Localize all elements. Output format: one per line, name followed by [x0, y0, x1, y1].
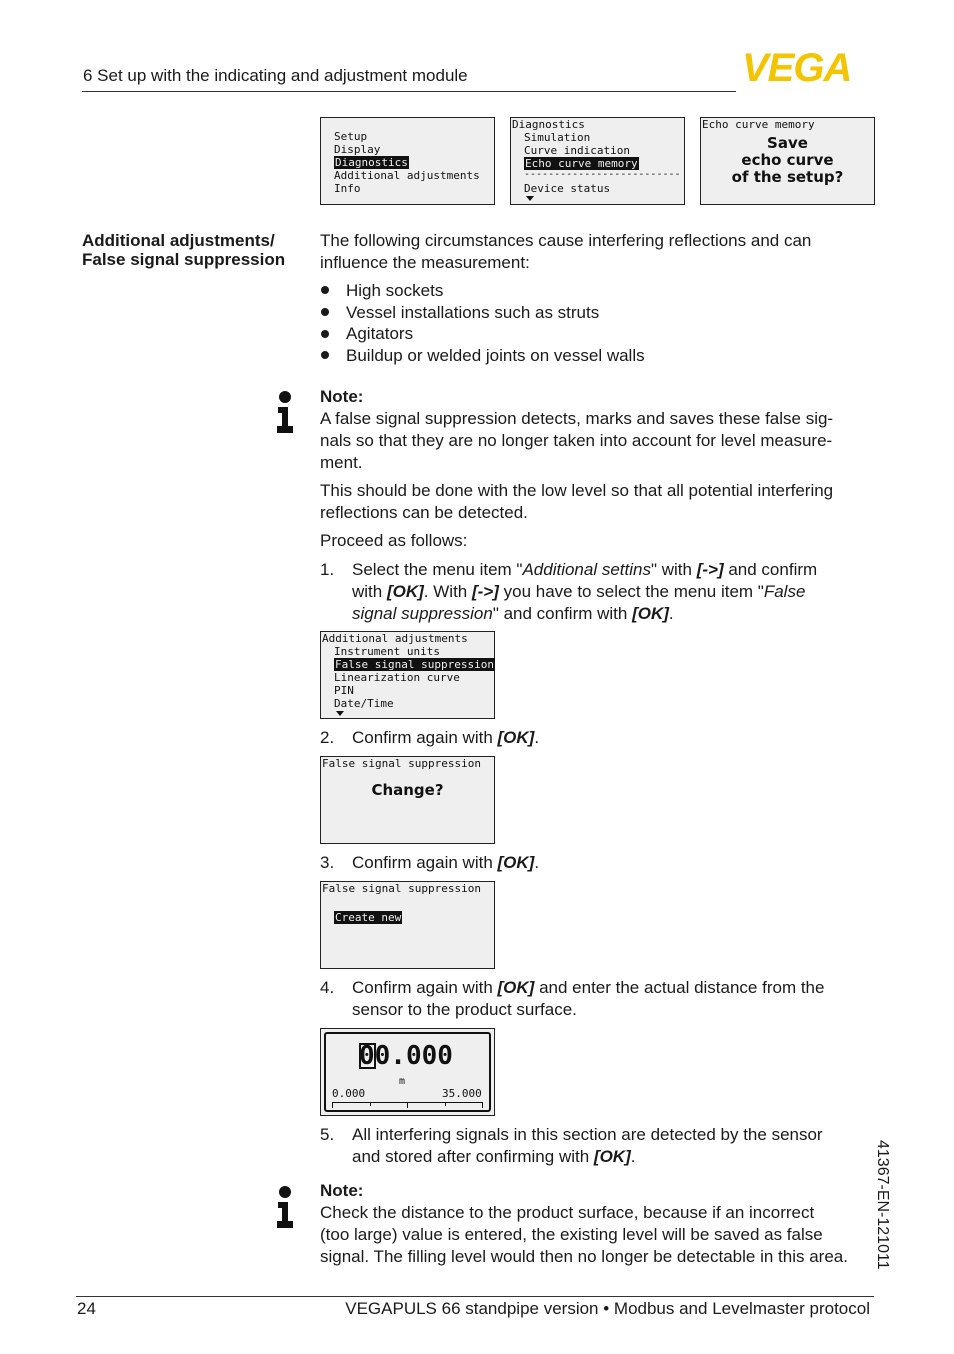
scroll-down-icon: [336, 711, 344, 716]
lcd-diagnostics-menu: [510, 117, 685, 205]
unit-label: m: [399, 1076, 406, 1087]
cursor-box: [359, 1043, 376, 1069]
lcd-line: Device status: [524, 182, 611, 195]
lcd-main-menu: [320, 117, 495, 205]
page-number: 24: [77, 1299, 96, 1318]
lcd-line: PIN: [334, 684, 354, 697]
list-item: High sockets: [346, 281, 444, 300]
text-line: This should be done with the low level so that all potential interfering: [320, 481, 834, 500]
note-2: [320, 1180, 880, 1268]
footer-title: VEGAPULS 66 standpipe version • Modbus and Levelmaster protocol: [345, 1299, 870, 1318]
lcd-title: False signal suppression: [322, 882, 481, 895]
step-4: Confirm again with [OK] and enter the actual distance from the sensor to the product surface.: [352, 978, 825, 1019]
lcd-echo-memory: [700, 117, 875, 205]
list-item: Vessel installations such as struts: [346, 303, 600, 322]
lcd-selected-line: False signal suppression: [335, 658, 494, 671]
lcd-selected-line: Echo curve memory: [525, 157, 638, 170]
lcd-line: Info: [334, 182, 361, 195]
lcd-title: Additional adjustments: [322, 632, 468, 645]
lcd-change: [320, 756, 495, 844]
note-1: [320, 386, 875, 474]
text-line: ment.: [320, 453, 363, 472]
text-line: Check the distance to the product surface, because if an incorrect: [320, 1203, 815, 1222]
lcd-line: Setup: [334, 130, 368, 143]
step-number: 3.: [320, 853, 335, 872]
lcd-line: Display: [334, 143, 381, 156]
note-title: Note:: [320, 1181, 364, 1200]
step-1: Select the menu item "Additional settins" with [->] and confirm with [OK]. With [->] you have to select the menu item "False signal suppression" and confirm with [OK].: [352, 560, 818, 623]
running-header: 6 Set up with the indicating and adjustment module: [83, 66, 468, 85]
lcd-line: Date/Time: [334, 697, 394, 710]
lcd-line: Additional adjustments: [334, 169, 480, 182]
lcd-text: echo curve: [741, 151, 834, 169]
step-number: 1.: [320, 560, 335, 579]
step-3: Confirm again with [OK].: [352, 853, 540, 872]
lcd-title: False signal suppression: [322, 757, 481, 770]
lcd-line: Linearization curve: [334, 671, 460, 684]
list-item: Agitators: [346, 324, 414, 343]
low-level-paragraph: [320, 480, 875, 524]
document-code: 41367-EN-121011: [874, 1140, 891, 1270]
lcd-line: Simulation: [524, 131, 591, 144]
lcd-text: Change?: [371, 781, 444, 799]
range-min: 0.000: [332, 1087, 366, 1100]
vega-logo: [742, 50, 872, 89]
sidehead-line: False signal suppression: [82, 250, 286, 269]
svg-text:VEGA: VEGA: [742, 50, 852, 84]
step-number: 4.: [320, 978, 335, 997]
text-line: (too large) value is entered, the existing level will be saved as false: [320, 1225, 823, 1244]
bullet-icon: [321, 330, 329, 338]
lcd-text: of the setup?: [731, 168, 844, 186]
footer-rule: [76, 1296, 874, 1297]
text-line: influence the measurement:: [320, 253, 530, 272]
step-2: Confirm again with [OK].: [352, 728, 540, 747]
lcd-selected-line: Diagnostics: [335, 156, 408, 169]
step-number: 5.: [320, 1125, 335, 1144]
text-line: A false signal suppression detects, marks and saves these false sig-: [320, 409, 834, 428]
sidehead-line: Additional adjustments/: [82, 231, 275, 250]
text-line: nals so that they are no longer taken into account for level measure-: [320, 431, 833, 450]
info-note-icon: [275, 391, 295, 435]
section-sidehead: [82, 231, 285, 269]
lcd-distance-entry: [320, 1028, 495, 1116]
bullet-icon: [321, 351, 329, 359]
bullet-icon: [321, 286, 329, 294]
lcd-title: Echo curve memory: [702, 118, 815, 131]
text-line: reflections can be detected.: [320, 503, 528, 522]
lcd-line: Instrument units: [334, 645, 440, 658]
proceed-text: Proceed as follows:: [320, 531, 468, 550]
note-title: Note:: [320, 387, 364, 406]
lcd-selected-line: Create new: [335, 911, 402, 924]
lcd-title: Diagnostics: [512, 118, 585, 131]
info-note-icon: [275, 1186, 295, 1230]
bullet-icon: [321, 308, 329, 316]
lcd-separator: --------------------------: [524, 169, 681, 180]
lcd-line: Curve indication: [524, 144, 630, 157]
step-number: 2.: [320, 728, 335, 747]
scroll-down-icon: [526, 196, 534, 201]
distance-value: 00.000: [359, 1041, 453, 1071]
text-line: The following circumstances cause interfering reflections and can: [320, 231, 812, 250]
step-5: All interfering signals in this section are detected by the sensor and stored after confirming with [OK].: [352, 1125, 823, 1166]
range-max: 35.000: [442, 1087, 482, 1100]
text-line: signal. The filling level would then no longer be detectable in this area.: [320, 1247, 848, 1266]
lcd-text: Save: [767, 134, 808, 152]
list-item: Buildup or welded joints on vessel walls: [346, 346, 645, 365]
lcd-additional-adjustments: [320, 631, 495, 719]
intro-paragraph: [320, 230, 875, 274]
lcd-create-new: [320, 881, 495, 969]
header-rule: [82, 91, 736, 92]
